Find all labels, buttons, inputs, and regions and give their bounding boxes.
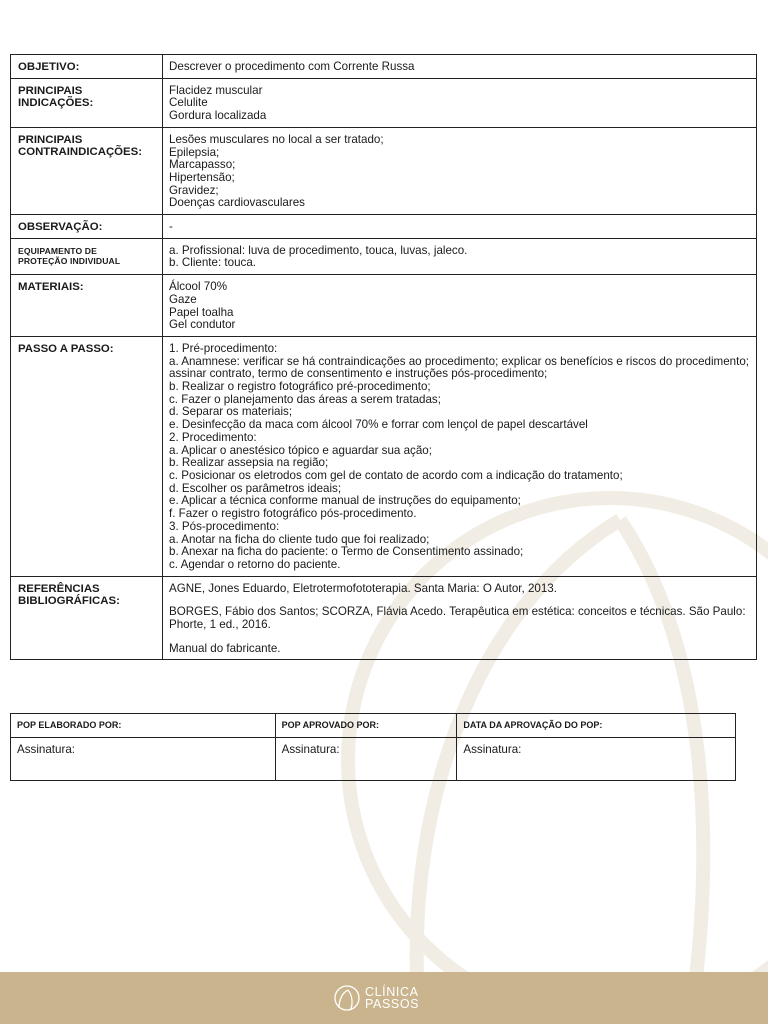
ppe-line: b. Cliente: touca. — [169, 256, 257, 270]
signature-table — [10, 713, 736, 781]
steps-line: e. Aplicar a técnica conforme manual de instruções do equipamento; — [169, 494, 521, 508]
reference-line: Phorte, 1 ed., 2016. — [169, 618, 271, 632]
objective-content — [163, 55, 757, 79]
objective-label-line: OBJETIVO: — [18, 61, 80, 73]
steps-line: 2. Procedimento: — [169, 430, 257, 444]
indications-label — [11, 78, 163, 127]
contraindications-label — [11, 127, 163, 214]
signature-header-row — [11, 714, 736, 738]
materials-label — [11, 275, 163, 337]
contraindications-line: Gravidez; — [169, 183, 219, 197]
references-label — [11, 576, 163, 660]
indications-line: Flacidez muscular — [169, 83, 263, 97]
row-ppe — [11, 238, 757, 274]
objective-line: Descrever o procedimento com Corrente Russa — [169, 60, 415, 73]
contraindications-label-line: CONTRAINDICAÇÕES: — [18, 146, 143, 159]
objective-label — [11, 55, 163, 79]
reference-line: Manual do fabricante. — [169, 641, 281, 655]
clinic-logo-text — [365, 986, 419, 1010]
ppe-line: a. Profissional: luva de procedimento, touca, luvas, jaleco. — [169, 243, 468, 257]
contraindications-content — [163, 127, 757, 214]
steps-line: a. Aplicar o anestésico tópico e aguardar sua ação; — [169, 443, 432, 457]
pop-approval-date-header: DATA DA APROVAÇÃO DO POP: — [457, 714, 736, 738]
steps-line: assinar contrato, termo de consentimento e instruções pós-procedimento; — [169, 367, 548, 381]
steps-label-line: PASSO A PASSO: — [18, 342, 114, 355]
materials-label-line: MATERIAIS: — [18, 281, 84, 294]
references-content — [163, 576, 757, 660]
steps-line: c. Posicionar os eletrodos com gel de contato de acordo com a indicação do tratamento; — [169, 468, 623, 482]
approved-signature-field: Assinatura: — [275, 738, 457, 781]
logo-line-2: PASSOS — [365, 997, 420, 1011]
logo-line-1: CLÍNICA — [365, 985, 419, 999]
materials-line: Gaze — [169, 292, 197, 306]
reference-line: BORGES, Fábio dos Santos; SCORZA, Flávia Acedo. Terapêutica em estética: conceitos e técnicas. São Paulo: — [169, 605, 746, 619]
row-objective — [11, 55, 757, 79]
steps-line: b. Anexar na ficha do paciente: o Termo de Consentimento assinado; — [169, 545, 524, 559]
elaborated-signature-field: Assinatura: — [11, 738, 276, 781]
steps-line: b. Realizar assepsia na região; — [169, 456, 329, 470]
procedure-table — [10, 54, 757, 660]
contraindications-line: Doenças cardiovasculares — [169, 196, 305, 210]
observation-label — [11, 215, 163, 239]
steps-line: d. Escolher os parâmetros ideais; — [169, 481, 342, 495]
steps-line: 1. Pré-procedimento: — [169, 341, 278, 355]
steps-line: c. Agendar o retorno do paciente. — [169, 557, 341, 571]
contraindications-label-line: PRINCIPAIS — [18, 133, 83, 146]
ppe-label-line: PROTEÇÃO INDIVIDUAL — [18, 256, 121, 267]
reference-line: AGNE, Jones Eduardo, Eletrotermofototerapia. Santa Maria: O Autor, 2013. — [169, 581, 557, 595]
steps-line: a. Anamnese: verificar se há contraindicações ao procedimento; explicar os benefícios e riscos do procedimento; — [169, 354, 749, 368]
row-observation — [11, 215, 757, 239]
steps-content — [163, 336, 757, 576]
materials-content — [163, 275, 757, 337]
steps-line: d. Separar os materiais; — [169, 405, 293, 419]
steps-line: f. Fazer o registro fotográfico pós-procedimento. — [169, 507, 417, 521]
observation-line: - — [169, 220, 173, 234]
indications-label-line: INDICAÇÕES: — [18, 96, 94, 109]
approval-date-signature-field: Assinatura: — [457, 738, 736, 781]
ppe-label — [11, 238, 163, 274]
observation-content — [163, 215, 757, 239]
materials-line: Gel condutor — [169, 318, 236, 332]
references-label-line: REFERÊNCIAS — [18, 582, 100, 595]
ppe-label-line: EQUIPAMENTO DE — [18, 245, 97, 256]
contraindications-line: Epilepsia; — [169, 145, 220, 159]
pop-approved-by-header: POP APROVADO POR: — [275, 714, 457, 738]
steps-line: e. Desinfecção da maca com álcool 70% e forrar com lençol de papel descartável — [169, 418, 588, 432]
contraindications-line: Marcapasso; — [169, 158, 236, 172]
steps-line: b. Realizar o registro fotográfico pré-procedimento; — [169, 380, 431, 394]
row-contraindications — [11, 127, 757, 214]
row-materials — [11, 275, 757, 337]
indications-line: Gordura localizada — [169, 109, 267, 123]
steps-label — [11, 336, 163, 576]
indications-label-line: PRINCIPAIS — [18, 84, 83, 97]
steps-line: c. Fazer o planejamento das áreas a serem tratadas; — [169, 392, 441, 406]
row-indications — [11, 78, 757, 127]
row-steps — [11, 336, 757, 576]
contraindications-line: Hipertensão; — [169, 170, 235, 184]
steps-line: 3. Pós-procedimento: — [169, 519, 280, 533]
ppe-content — [163, 238, 757, 274]
references-label-line: BIBLIOGRÁFICAS: — [18, 594, 120, 607]
clinic-logo-icon — [333, 984, 361, 1012]
materials-line: Álcool 70% — [169, 280, 228, 294]
steps-line: a. Anotar na ficha do cliente tudo que foi realizado; — [169, 532, 430, 546]
indications-content — [163, 78, 757, 127]
observation-label-line: OBSERVAÇÃO: — [18, 221, 103, 234]
indications-line: Celulite — [169, 96, 208, 110]
materials-line: Papel toalha — [169, 305, 234, 319]
signature-field-row — [11, 738, 736, 781]
row-references — [11, 576, 757, 660]
contraindications-line: Lesões musculares no local a ser tratado; — [169, 132, 384, 146]
pop-elaborated-by-header: POP ELABORADO POR: — [11, 714, 276, 738]
